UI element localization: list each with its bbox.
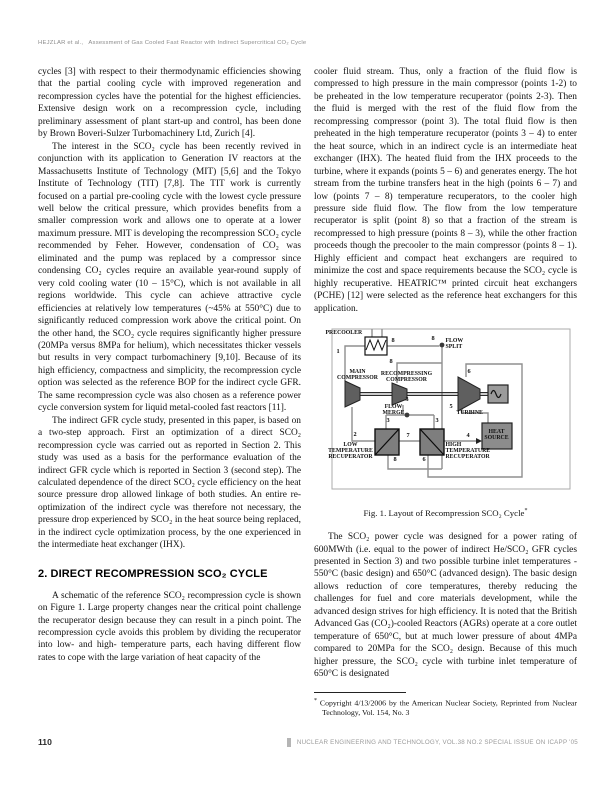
footnote-block <box>314 686 577 718</box>
high-temp-recuperator-label: TEMPERATURE <box>445 448 491 455</box>
figure-caption-text: Fig. 1. Layout of Recompression SCO₂ Cycle <box>363 508 525 519</box>
footnote <box>314 697 577 718</box>
text-columns <box>38 66 578 718</box>
figure-caption-marker: * <box>524 508 528 515</box>
low-temp-recuperator-label: RECUPERATOR <box>328 454 373 461</box>
recompressing-compressor-label: COMPRESSOR <box>386 377 427 384</box>
figure-point: 6 <box>467 368 471 376</box>
flow-merge-label: MERGE <box>382 410 405 417</box>
heat-source-label: SOURCE <box>484 435 509 442</box>
figure-point: 8 <box>389 358 393 366</box>
flow-split-label: SPLIT <box>445 344 463 351</box>
high-temp-recuperator-label: RECUPERATOR <box>445 454 490 461</box>
figure-1 <box>314 321 577 518</box>
paragraph: A schematic of the reference SCO₂ recompression cycle is shown on Figure 1. Large property changes near the critical point challenge the recuperator design because they can result in a pinch point. The recompression cycle avoids this problem by dividing the recuperator into low- and high- temperature parts, each having different flow rates to cope with the large variation of heat capacity of the <box>38 590 301 663</box>
figure-point: 8 <box>393 456 397 464</box>
right-column <box>314 66 577 718</box>
figure-point: 4 <box>466 432 470 440</box>
main-compressor-label: COMPRESSOR <box>337 375 378 382</box>
paragraph: The interest in the SCO₂ cycle has been recently revived in conjunction with its application to Generation IV reactors at the Massachusetts Institute of Technology (MIT) [5,6] and the Tokyo Institute of Technology (TIT) [7,8]. The TIT work is currently focused on a partial pre-cooling cycle with the lowest cycle pressure well below the critical pressure, which provides benefits from a smaller compression work and allows one to operate at a lower maximum pressure. MIT is developing the recompression SCO₂ cycle recommended by Feher. However, condensation of CO₂ was eliminated and the pump was replaced by a compressor since condensing CO₂ cycles require an available year-round supply of very cold cooling water (10 – 15°C), which is not available in all regions worldwide. This cycle can achieve attractive cycle efficiencies at relatively low temperatures (~45% at 550°C) due to significantly reduced compression work above the critical point. On the other hand, the SCO₂ cycle requires significantly higher pressure (20MPa versus 8MPa for helium), which necessitates thicker vessels but results in very compact turbomachinery [9,10]. Because of its high efficiency, compactness and simplicity, the recompression cycle option was selected as the reference BOP for the indirect cycle GFR. The same recompression cycle was also chosen as a reference power cycle conversion system for liquid metal-cooled fast reactors [11]. <box>38 141 301 414</box>
figure-point: 6 <box>422 456 426 464</box>
turbine-label: TURBINE <box>456 410 483 417</box>
main-compressor-label: MAIN <box>349 369 366 376</box>
section-heading: 2. DIRECT RECOMPRESSION SCO₂ CYCLE <box>38 567 268 580</box>
figure-point: 3 <box>435 417 439 425</box>
low-temp-recuperator-label: LOW <box>343 442 358 449</box>
footnote-marker: * <box>314 698 317 705</box>
page-number: 110 <box>38 737 52 747</box>
figure-point: 8 <box>431 335 435 343</box>
flow-merge-label: FLOW <box>384 404 403 411</box>
journal-title: NUCLEAR ENGINEERING AND TECHNOLOGY, VOL.38 NO.2 SPECIAL ISSUE ON ICAPP '05 <box>296 738 578 746</box>
figure-point: 2 <box>353 431 357 439</box>
figure-point: 5 <box>449 403 453 411</box>
footer-divider <box>287 738 291 747</box>
paragraph: The indirect GFR cycle study, presented in this paper, is based on a two-step approach. First an optimization of a direct SCO₂ recompression cycle was carried out as reported in Section 2. This study was used as a basis for the performance evaluation of the indirect GFR cycle which is reported in Section 3 (second step). The calculated dependence of the direct SCO₂ cycle efficiency on the heat source pressure drop allowed linkage of both studies. An entire re-optimization of the indirect cycle was therefore not necessary, the pressure drop experienced by SCO₂ in the heat source being replaced, in the indirect cycle optimization process, by the one experienced in the intermediate heat exchanger (IHX). <box>38 415 301 551</box>
cycle-diagram <box>320 321 572 499</box>
left-column <box>38 66 301 718</box>
figure-point: 8 <box>391 337 395 345</box>
flow-split-label: FLOW <box>445 338 464 345</box>
high-temp-recuperator-label: HIGH <box>445 442 462 449</box>
figure-labels-layer <box>320 321 572 499</box>
precooler-label: PRECOOLER <box>325 330 363 337</box>
page-footer <box>38 737 578 747</box>
figure-point: 1 <box>336 348 340 356</box>
figure-point: 3 <box>386 417 390 425</box>
figure-caption <box>314 508 577 518</box>
footnote-rule <box>314 692 406 693</box>
footnote-text: Copyright 4/13/2006 by the American Nuclear Society, Reprinted from Nuclear Technology, Vol. 154, No. 3 <box>319 698 577 718</box>
low-temp-recuperator-label: TEMPERATURE <box>328 448 373 455</box>
paragraph: The SCO₂ power cycle was designed for a power rating of 600MWth (i.e. equal to the power of indirect He/SCO₂ GFR cycles presented in Section 3) and two possible turbine inlet temperatures - 550°C (basic design) and 650°C (advanced design). The basic design allows reduction of core temperatures, thereby reducing the challenges for fuel and core materials development, while the advanced design strives for high efficiency. It is noted that the British Advanced Gas (CO₂)-cooled Reactors (AGRs) operate at a core outlet temperature of 650°C, but at much lower pressure of about 4MPa compared to 20MPa for the SCO₂ design. Because of this much higher pressure, the SCO₂ cycle with turbine inlet temperature of 650°C is designated <box>314 532 577 680</box>
figure-point: 7 <box>406 432 410 440</box>
recompressing-compressor-label: RECOMPRESSING <box>380 371 433 378</box>
paragraph: cycles [3] with respect to their thermodynamic efficiencies showing that the partial cooling cycle with improved regeneration and recompression cycles have the potential for the highest efficiencies. Extensive design work on a recompression cycle, including preliminary assessment of plant start-up and control, has been done by Brown Boveri-Sulzer Turbomachinery Ltd, Zurich [4]. <box>38 67 301 140</box>
paragraph: cooler fluid stream. Thus, only a fraction of the fluid flow is compressed to high pressure in the main compressor (points 1-2) to be preheated in the low temperature recuperator (points 2-3). Then the fluid is merged with the rest of the fluid flow from the recompressing compressor (point 3). The total fluid flow is then preheated in the high temperature recuperator (points 3 – 4) to enter the heat source, which in an indirect cycle is an intermediate heat exchanger (IHX). The heated fluid from the IHX proceeds to the turbine, where it expands (points 5 – 6) and generates energy. The hot stream from the turbine transfers heat in the high (points 6 – 7) and low (points 7 – 8) temperature recuperators, to the cooler high pressure side fluid flow. The flow from the low temperature recuperator is split (point 8) so that a fraction of the stream is recompressed to high pressure (points 8 – 3), while the other fraction proceeds though the precooler to the main compressor (points 8 – 1). Highly efficient and compact heat exchangers are required to minimize the cost and space requirements because the SCO₂ cycle is highly recuperative. HEATRIC™ printed circuit heat exchangers (PCHE) [12] were selected as the reference heat exchangers for this application. <box>314 67 577 314</box>
heat-source-label: HEAT <box>488 429 505 436</box>
journal-line <box>287 738 578 747</box>
running-header: HEJZLAR et al., Assessment of Gas Cooled Fast Reactor with Indirect Supercritical CO₂ Cycle <box>38 40 307 46</box>
figure-point: 3 <box>405 396 409 404</box>
